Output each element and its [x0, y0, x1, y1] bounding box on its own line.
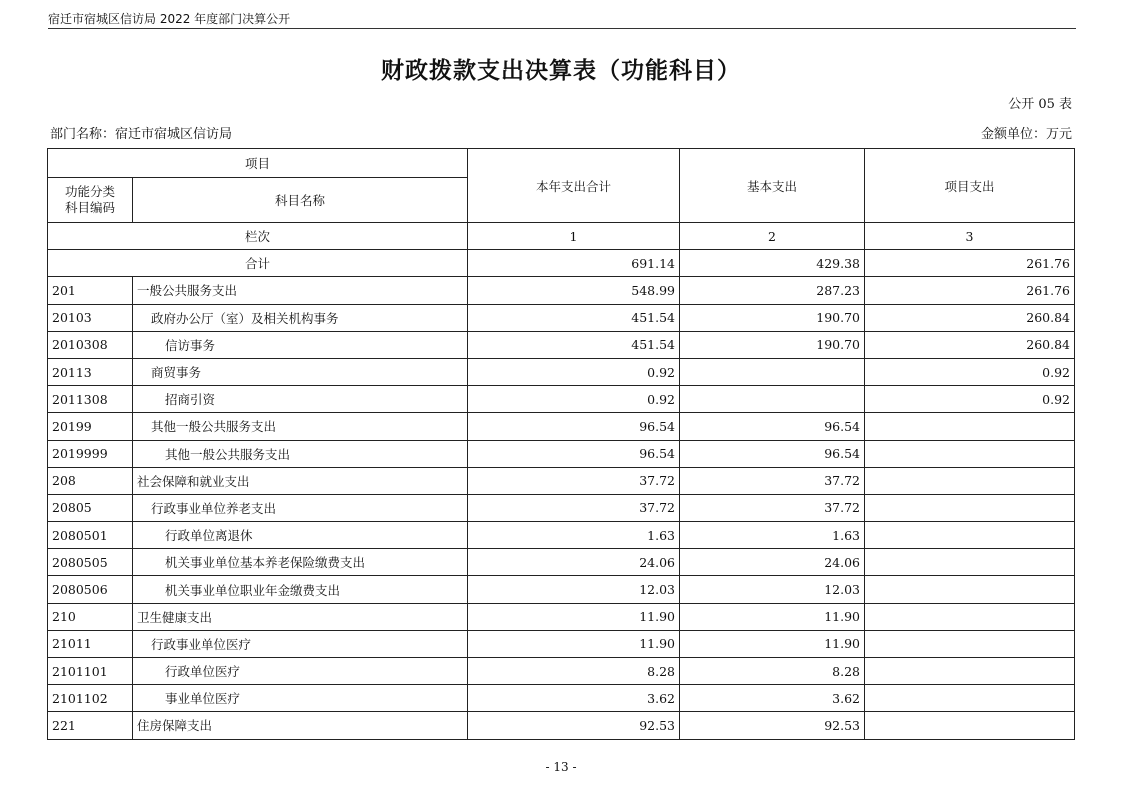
currency-unit: 金额单位：万元: [980, 127, 1072, 142]
row-code: 2080505: [48, 549, 133, 576]
row-code: 2011308: [48, 386, 133, 413]
row-name: 招商引资: [133, 386, 468, 413]
row-total: 0.92: [468, 386, 680, 413]
row-basic: 96.54: [680, 413, 865, 440]
table-row: [48, 358, 1075, 385]
row-project: [865, 712, 1075, 739]
document-title: 财政拨款支出决算表（功能科目）: [381, 57, 741, 84]
row-project: 0.92: [865, 386, 1075, 413]
table-row: [48, 413, 1075, 440]
row-basic: 37.72: [680, 467, 865, 494]
row-project: [865, 549, 1075, 576]
row-name: 商贸事务: [133, 358, 468, 385]
row-total: 8.28: [468, 658, 680, 685]
row-total: 451.54: [468, 304, 680, 331]
sum-basic: 429.38: [680, 250, 865, 277]
row-total: 92.53: [468, 712, 680, 739]
row-name: 信访事务: [133, 331, 468, 358]
row-basic: 96.54: [680, 440, 865, 467]
row-basic: 92.53: [680, 712, 865, 739]
row-project: 260.84: [865, 331, 1075, 358]
row-total: 11.90: [468, 630, 680, 657]
row-name: 行政事业单位养老支出: [133, 494, 468, 521]
header-name: 科目名称: [133, 178, 468, 223]
row-basic: [680, 358, 865, 385]
header-total: 本年支出合计: [468, 149, 680, 223]
row-code: 201: [48, 277, 133, 304]
table-row: [48, 277, 1075, 304]
row-total: 0.92: [468, 358, 680, 385]
row-project: [865, 630, 1075, 657]
row-name: 政府办公厅（室）及相关机构事务: [133, 304, 468, 331]
row-total: 1.63: [468, 522, 680, 549]
row-code: 221: [48, 712, 133, 739]
row-name: 住房保障支出: [133, 712, 468, 739]
row-name: 事业单位医疗: [133, 685, 468, 712]
row-code: 21011: [48, 630, 133, 657]
row-name: 其他一般公共服务支出: [133, 413, 468, 440]
row-name: 机关事业单位职业年金缴费支出: [133, 576, 468, 603]
row-total: 548.99: [468, 277, 680, 304]
table-row: [48, 658, 1075, 685]
row-name: 行政事业单位医疗: [133, 630, 468, 657]
department-name: 部门名称：宿迁市宿城区信访局: [50, 127, 233, 142]
row-basic: 8.28: [680, 658, 865, 685]
row-project: [865, 413, 1075, 440]
row-basic: 11.90: [680, 603, 865, 630]
table-row: [48, 630, 1075, 657]
header-code: 功能分类 科目编码: [48, 178, 133, 223]
row-total: 96.54: [468, 413, 680, 440]
row-project: [865, 603, 1075, 630]
row-total: 24.06: [468, 549, 680, 576]
row-code: 20103: [48, 304, 133, 331]
row-basic: 24.06: [680, 549, 865, 576]
row-code: 2010308: [48, 331, 133, 358]
row-name: 卫生健康支出: [133, 603, 468, 630]
table-row: [48, 712, 1075, 739]
row-code: 20805: [48, 494, 133, 521]
row-project: [865, 658, 1075, 685]
sum-project: 261.76: [865, 250, 1075, 277]
header-divider: [48, 28, 1076, 29]
row-basic: 11.90: [680, 630, 865, 657]
table-row: [48, 549, 1075, 576]
row-basic: 287.23: [680, 277, 865, 304]
table-row: [48, 440, 1075, 467]
header-basic: 基本支出: [680, 149, 865, 223]
table-row: [48, 685, 1075, 712]
row-project: [865, 522, 1075, 549]
row-code: 2101102: [48, 685, 133, 712]
table-row: [48, 494, 1075, 521]
sum-total: 691.14: [468, 250, 680, 277]
row-project: [865, 494, 1075, 521]
index-label: 栏次: [48, 223, 468, 250]
header-project: 项目支出: [865, 149, 1075, 223]
row-code: 20113: [48, 358, 133, 385]
row-code: 2101101: [48, 658, 133, 685]
row-basic: 37.72: [680, 494, 865, 521]
row-basic: 12.03: [680, 576, 865, 603]
row-project: 260.84: [865, 304, 1075, 331]
table-row: [48, 603, 1075, 630]
row-project: 0.92: [865, 358, 1075, 385]
row-name: 社会保障和就业支出: [133, 467, 468, 494]
row-name: 一般公共服务支出: [133, 277, 468, 304]
table-row: [48, 576, 1075, 603]
index-3: 3: [865, 223, 1075, 250]
row-project: [865, 576, 1075, 603]
row-code: 210: [48, 603, 133, 630]
table-row: [48, 522, 1075, 549]
running-header: 宿迁市宿城区信访局 2022 年度部门决算公开: [48, 12, 291, 26]
row-project: 261.76: [865, 277, 1075, 304]
table-row: [48, 467, 1075, 494]
row-name: 行政单位离退休: [133, 522, 468, 549]
row-code: 208: [48, 467, 133, 494]
row-code: 2019999: [48, 440, 133, 467]
row-code: 2080501: [48, 522, 133, 549]
row-name: 机关事业单位基本养老保险缴费支出: [133, 549, 468, 576]
expenditure-table: [47, 148, 1075, 740]
row-basic: 190.70: [680, 304, 865, 331]
row-basic: 3.62: [680, 685, 865, 712]
row-basic: [680, 386, 865, 413]
index-2: 2: [680, 223, 865, 250]
row-project: [865, 685, 1075, 712]
row-total: 12.03: [468, 576, 680, 603]
row-total: 37.72: [468, 494, 680, 521]
form-number: 公开 05 表: [1008, 97, 1072, 112]
row-project: [865, 440, 1075, 467]
row-total: 3.62: [468, 685, 680, 712]
row-basic: 1.63: [680, 522, 865, 549]
sum-label: 合计: [48, 250, 468, 277]
row-name: 其他一般公共服务支出: [133, 440, 468, 467]
row-code: 20199: [48, 413, 133, 440]
index-1: 1: [468, 223, 680, 250]
row-project: [865, 467, 1075, 494]
row-total: 96.54: [468, 440, 680, 467]
header-item: 项目: [48, 149, 468, 178]
row-code: 2080506: [48, 576, 133, 603]
page-number: - 13 -: [545, 760, 577, 774]
table-row: [48, 304, 1075, 331]
row-total: 37.72: [468, 467, 680, 494]
row-total: 451.54: [468, 331, 680, 358]
row-total: 11.90: [468, 603, 680, 630]
table-row: [48, 331, 1075, 358]
row-name: 行政单位医疗: [133, 658, 468, 685]
row-basic: 190.70: [680, 331, 865, 358]
table-row: [48, 386, 1075, 413]
